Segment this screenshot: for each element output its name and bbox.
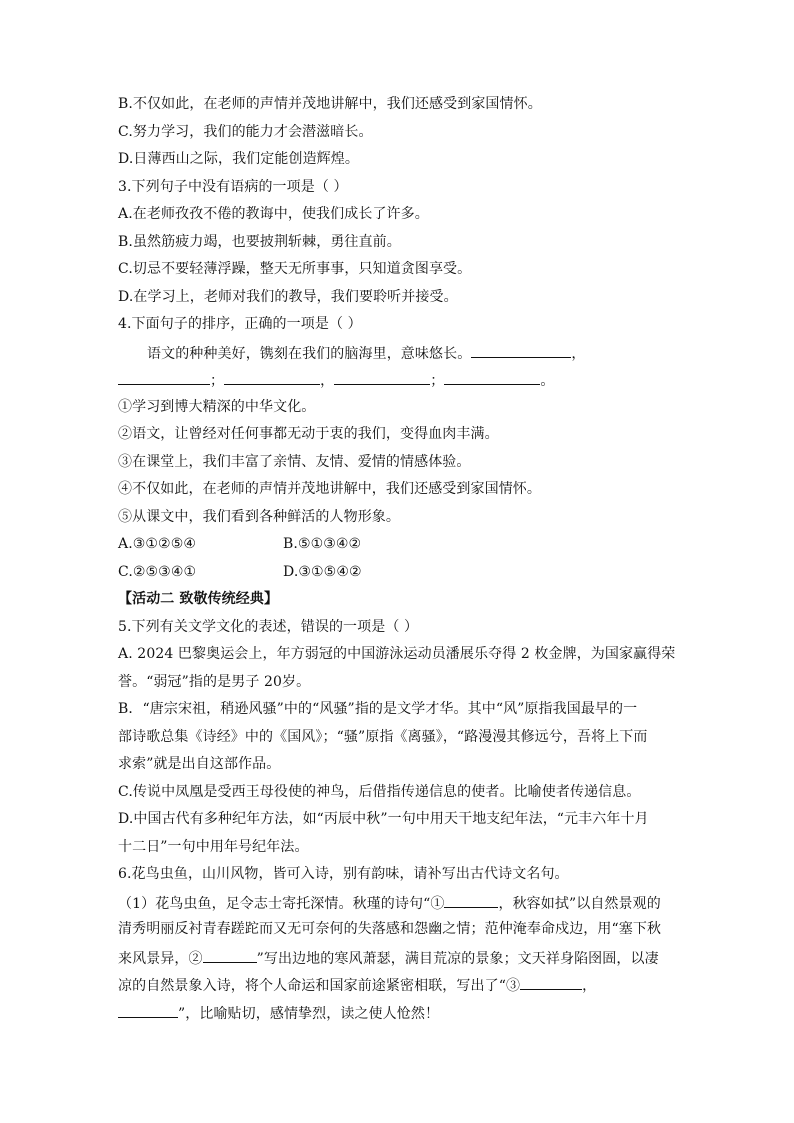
- q4-option-c: C.②⑤③④①: [118, 564, 197, 580]
- q4-passage-line: [147, 343, 707, 363]
- q2-option-d: D.日薄西山之际，我们定能创造辉煌。: [118, 151, 359, 167]
- q4-blank-1: [471, 343, 571, 358]
- q4-sentence-2: ②语文，让曾经对任何事都无动于衷的我们，变得血肉丰满。: [118, 426, 499, 442]
- q5-option-b-line-2: 部诗歌总集《诗经》中的《国风》；“骚”原指《离骚》，“路漫漫其修远兮，吾将上下而: [118, 729, 648, 745]
- q4-options-row-1: [118, 535, 678, 553]
- q3-option-b: B.虽然筋疲力竭，也要披荆斩棘，勇往直前。: [118, 234, 401, 250]
- q4-semicolon-2: ；: [430, 373, 445, 389]
- q5-option-b-line-1: B．“唐宗宋祖，稍逊风骚”中的“风骚”指的是文学才华。其中“风”原指我国最早的一: [118, 701, 638, 717]
- q5-option-a-line-1: A. 2024 巴黎奥运会上，年方弱冠的中国游泳运动员潘展乐夺得 2 枚金牌，为国家赢得荣: [118, 646, 676, 662]
- q4-options-row-2: [118, 563, 678, 581]
- q6-paragraph-line-4: [118, 975, 678, 995]
- q4-passage: 语文的种种美好，镌刻在我们的脑海里，意味悠长。: [147, 346, 472, 362]
- q6-text-1b: ，秋容如拭”以自然景观的: [498, 896, 661, 912]
- q3-stem: 3.下列句子中没有语病的一项是（ ）: [118, 179, 348, 195]
- q3-option-d: D.在学习上，老师对我们的教导，我们要聆听并接受。: [118, 289, 458, 305]
- q4-stem: 4.下面句子的排序，正确的一项是（ ）: [118, 316, 362, 332]
- q4-blank-2: [118, 370, 210, 385]
- q4-comma: ，: [571, 346, 586, 362]
- q6-blank-3: [520, 975, 582, 990]
- q4-semicolon-1: ；: [210, 373, 225, 389]
- q6-text-1a: （1）花鸟虫鱼，足令志士寄托深情。秋瑾的诗句“①: [118, 896, 445, 912]
- activity-2-heading: 【活动二 致敬传统经典】: [118, 591, 279, 607]
- q4-option-b: B.⑤①③④②: [283, 536, 362, 552]
- q4-sentence-1: ①学习到博大精深的中华文化。: [118, 399, 316, 415]
- q4-blank-3: [224, 370, 320, 385]
- q5-option-d-line-1: D.中国古代有多种纪年方法，如“丙辰中秋”一句中用天干地支纪年法，“元丰六年十月: [118, 811, 649, 827]
- q5-option-b-line-3: 求索”就是出自这部作品。: [118, 756, 281, 772]
- q6-paragraph-line-3: [118, 948, 678, 968]
- q4-sentence-5: ⑤从课文中，我们看到各种鲜活的人物形象。: [118, 509, 400, 525]
- q5-option-c: C.传说中凤凰是受西王母役使的神鸟，后借指传递信息的使者。比喻使者传递信息。: [118, 784, 641, 800]
- q6-text-3b: ”写出边地的寒风萧瑟，满目荒凉的景象；文天祥身陷囹圄，以凄: [256, 951, 659, 967]
- q6-text-4a: 凉的自然景象入诗，将个人命运和国家前途紧密相联，写出了“③: [118, 978, 521, 994]
- q6-paragraph-line-2: 清秀明丽反衬青春蹉跎而又无可奈何的失落感和怨幽之情；范仲淹奉命戍边，用“塞下秋: [118, 921, 662, 937]
- q3-option-c: C.切忌不要轻薄浮躁，整天无所事事，只知道贪图享受。: [118, 261, 472, 277]
- q6-paragraph-line-5: [118, 1003, 678, 1023]
- q6-text-5b: ”，比喻贴切，感情挚烈，读之使人怆然！: [178, 1006, 440, 1022]
- q6-paragraph-line-1: [118, 893, 678, 913]
- q6-text-3a: 来风景异，②: [118, 951, 203, 967]
- q4-sentence-3: ③在课堂上，我们丰富了亲情、友情、爱情的情感体验。: [118, 454, 471, 470]
- q4-blank-5: [444, 370, 540, 385]
- q6-stem: 6.花鸟虫鱼，山川风物，皆可入诗，别有韵味，请补写出古代诗文名句。: [118, 866, 569, 882]
- q2-option-b: B.不仅如此，在老师的声情并茂地讲解中，我们还感受到家国情怀。: [118, 96, 542, 112]
- q4-sentence-4: ④不仅如此，在老师的声情并茂地讲解中，我们还感受到家国情怀。: [118, 481, 541, 497]
- q4-blanks-line: [118, 370, 678, 390]
- q6-text-4b: ，: [582, 978, 597, 994]
- q6-blank-4: [118, 1003, 178, 1018]
- q6-blank-1: [444, 893, 498, 908]
- q4-blank-4: [334, 370, 430, 385]
- q4-period: 。: [540, 373, 555, 389]
- q4-option-a: A.③①②⑤④: [118, 536, 197, 552]
- q5-stem: 5.下列有关文学文化的表述，错误的一项是（ ）: [118, 619, 419, 635]
- q2-option-c: C.努力学习，我们的能力才会潜滋暗长。: [118, 124, 373, 140]
- q4-comma-2: ，: [320, 373, 335, 389]
- q5-option-a-line-2: 誉。“弱冠”指的是男子 20岁。: [118, 674, 311, 690]
- q6-blank-2: [203, 948, 257, 963]
- q3-option-a: A.在老师孜孜不倦的教诲中，使我们成长了许多。: [118, 206, 429, 222]
- q4-option-d: D.③①⑤④②: [283, 564, 362, 580]
- q5-option-d-line-2: 十二日”一句中用年号纪年法。: [118, 839, 309, 855]
